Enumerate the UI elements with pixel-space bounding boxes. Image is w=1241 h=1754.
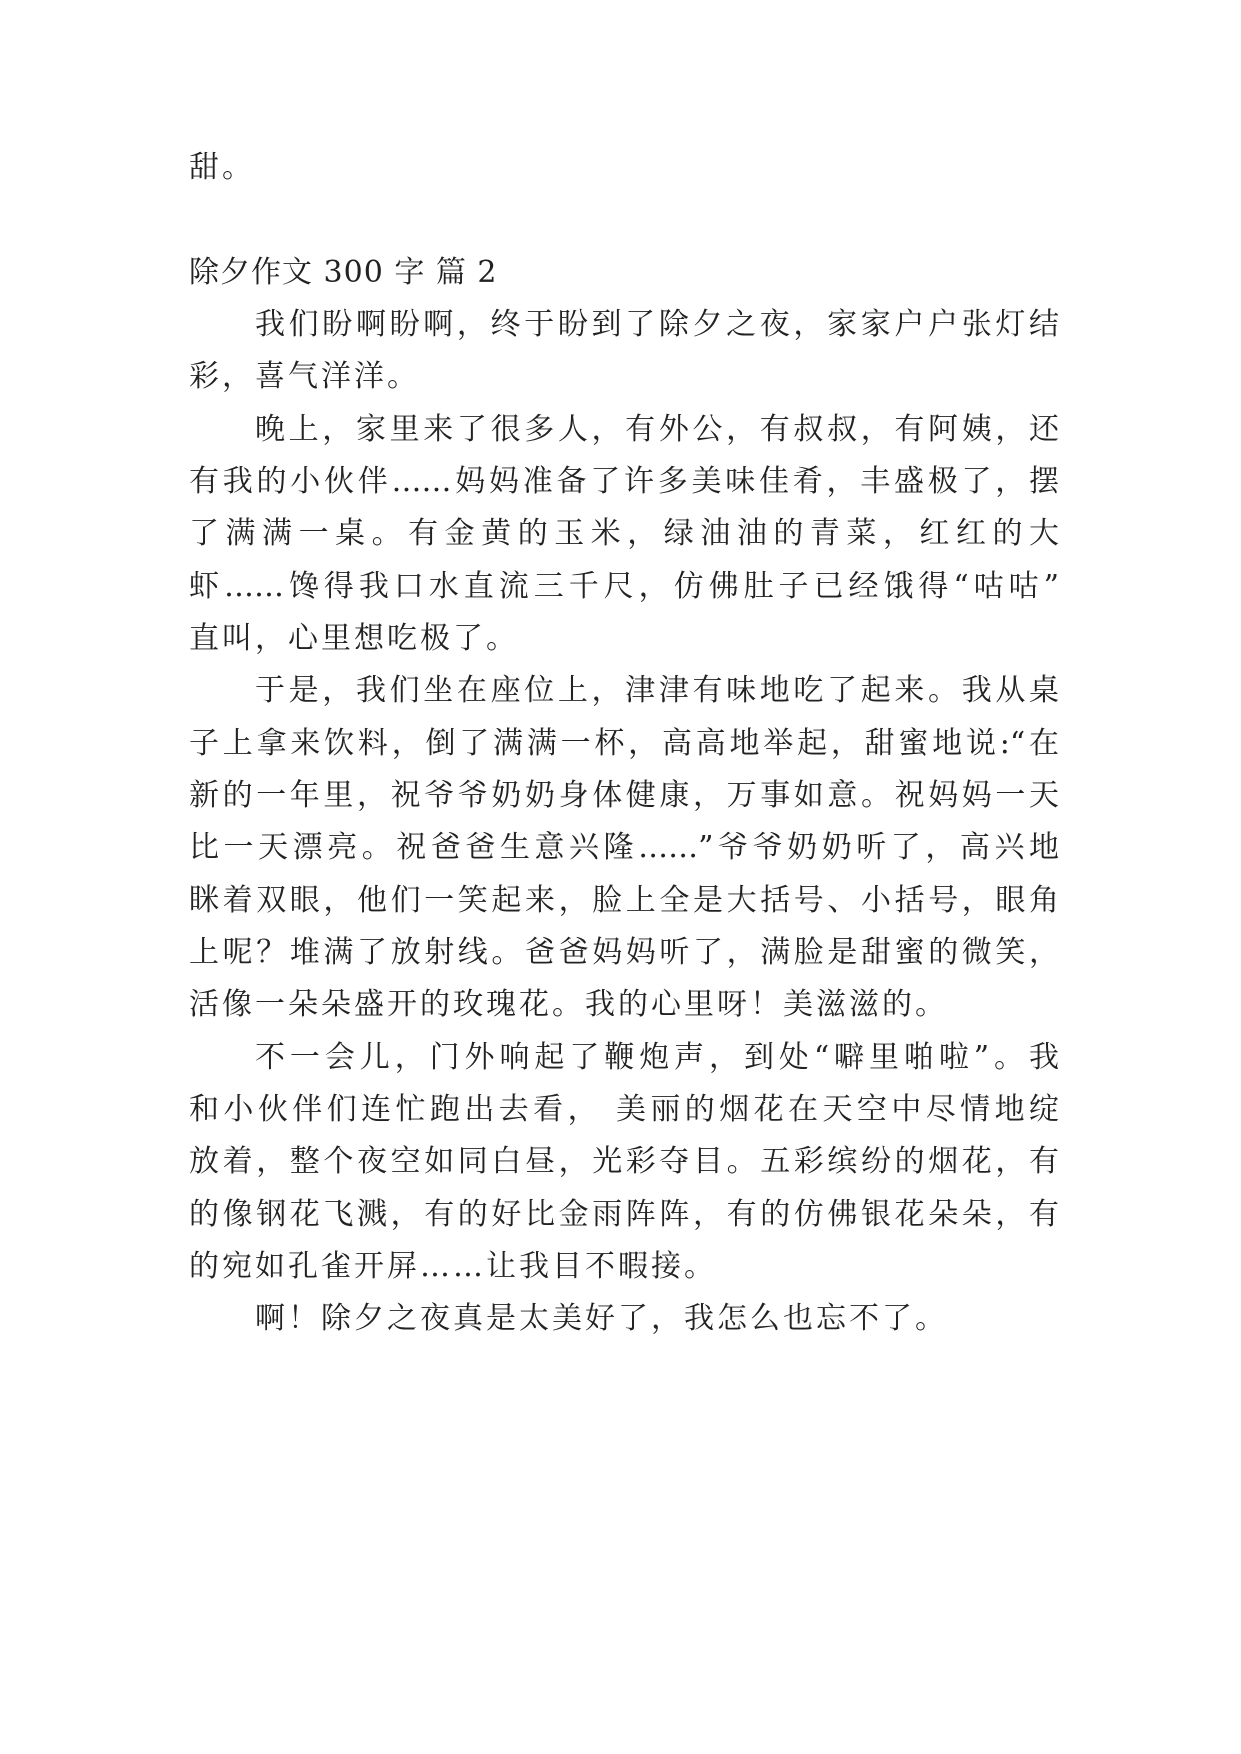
paragraph-line: 彩，喜气洋洋。 bbox=[189, 359, 420, 394]
paragraph-line: 子上拿来饮料，倒了满满一杯，高高地举起，甜蜜地说:“在 bbox=[189, 726, 1059, 761]
paragraph-line: 新的一年里，祝爷爷奶奶身体健康，万事如意。祝妈妈一天 bbox=[189, 778, 1059, 813]
paragraph-line: 我们盼啊盼啊，终于盼到了除夕之夜，家家户户张灯结 bbox=[255, 307, 1059, 342]
paragraph-line: 活像一朵朵盛开的玫瑰花。我的心里呀！美滋滋的。 bbox=[189, 987, 948, 1022]
paragraph-line: 上呢？堆满了放射线。爸爸妈妈听了，满脸是甜蜜的微笑， bbox=[189, 935, 1059, 970]
paragraph-line: 晚上，家里来了很多人，有外公，有叔叔，有阿姨，还 bbox=[255, 412, 1059, 447]
paragraph-line: 直叫，心里想吃极了。 bbox=[189, 621, 519, 656]
paragraph-line: 的像钢花飞溅，有的好比金雨阵阵，有的仿佛银花朵朵，有 bbox=[189, 1197, 1059, 1232]
paragraph-line: 的宛如孔雀开屏……让我目不暇接。 bbox=[189, 1249, 717, 1284]
essay-heading: 除夕作文 300 字 篇 2 bbox=[189, 255, 498, 290]
paragraph-line: 放着，整个夜空如同白昼，光彩夺目。五彩缤纷的烟花，有 bbox=[189, 1144, 1059, 1179]
paragraph-line: 比一天漂亮。祝爸爸生意兴隆……”爷爷奶奶听了，高兴地 bbox=[189, 830, 1059, 865]
previous-essay-ending: 甜。 bbox=[189, 150, 255, 185]
paragraph-line: 虾……馋得我口水直流三千尺，仿佛肚子已经饿得“咕咕” bbox=[189, 569, 1059, 604]
paragraph-line: 有我的小伙伴……妈妈准备了许多美味佳肴，丰盛极了，摆 bbox=[189, 464, 1059, 499]
paragraph-line: 于是，我们坐在座位上，津津有味地吃了起来。我从桌 bbox=[255, 673, 1059, 708]
paragraph-line: 不一会儿，门外响起了鞭炮声，到处“噼里啪啦”。我 bbox=[255, 1040, 1059, 1075]
paragraph-line: 啊！除夕之夜真是太美好了，我怎么也忘不了。 bbox=[255, 1301, 948, 1336]
paragraph-line: 和小伙伴们连忙跑出去看， 美丽的烟花在天空中尽情地绽 bbox=[189, 1092, 1059, 1127]
paragraph-line: 了满满一桌。有金黄的玉米，绿油油的青菜，红红的大 bbox=[189, 516, 1059, 551]
paragraph-line: 眯着双眼，他们一笑起来，脸上全是大括号、小括号，眼角 bbox=[189, 883, 1059, 918]
